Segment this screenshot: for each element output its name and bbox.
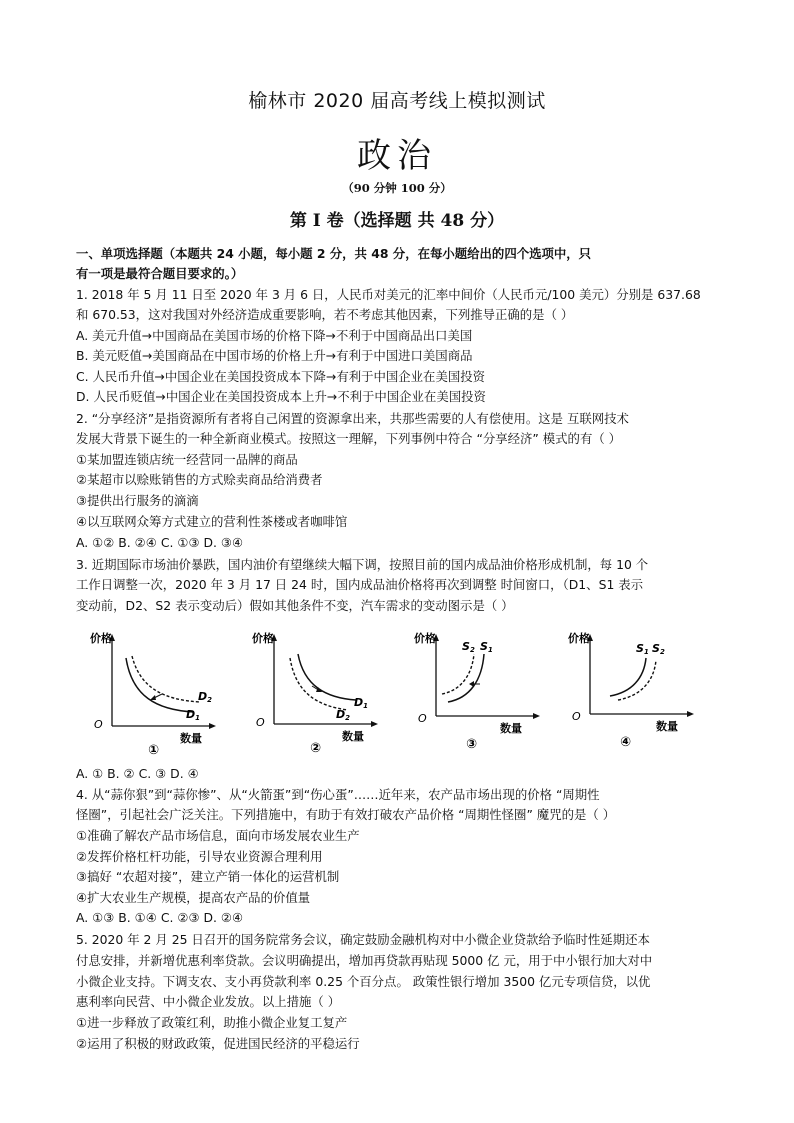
q1-option-c: C. 人民币升值→中国企业在美国投资成本下降→有利于中国企业在美国投资: [76, 369, 486, 384]
graph-3: [414, 628, 544, 758]
q4-answer-options: A. ①③ B. ①④ C. ②③ D. ②④: [76, 910, 244, 925]
graph-4-quantity-label: 数量: [656, 720, 678, 733]
q2-item-2: ②某超市以赊账销售的方式赊卖商品给消费者: [76, 472, 323, 487]
graph-1: [90, 628, 220, 758]
q3-graphs: [76, 628, 728, 758]
q1-stem-line-1: 1. 2018 年 5 月 11 日至 2020 年 3 月 6 日，人民币对美元的汇率中间价（人民币元/100 美元）分别是 637.68: [76, 287, 701, 302]
graph-3-price-label: 价格: [414, 632, 436, 645]
graph-3-s2-label: [462, 640, 475, 654]
q4-item-2: ②发挥价格杠杆功能，引导农业资源合理利用: [76, 849, 323, 864]
section-instruction-line-2: 有一项是最符合题目要求的。）: [76, 266, 244, 281]
graph-4-s2-letter: S: [652, 642, 660, 655]
q1-option-a: A. 美元升值→中国商品在美国市场的价格下降→不利于中国商品出口美国: [76, 328, 473, 343]
graph-2-number: ②: [310, 741, 322, 756]
graph-3-s1-letter: S: [480, 640, 488, 653]
q4-item-1: ①准确了解农产品市场信息，面向市场发展农业生产: [76, 828, 360, 843]
graph-3-origin: O: [418, 712, 427, 725]
graph-4-s2-label: [652, 642, 665, 656]
q2-answer-options: A. ①② B. ②④ C. ①③ D. ③④: [76, 535, 244, 550]
graph-1-d2-subscript: 2: [207, 696, 213, 704]
graph-3-curve-s2: [442, 654, 474, 694]
q3-stem-line-2: 工作日调整一次，2020 年 3 月 17 日 24 时，国内成品油价格将再次到调整 时间窗口，（D1、S1 表示: [76, 577, 644, 592]
q5-item-1: ①进一步释放了政策红利，助推小微企业复工复产: [76, 1015, 348, 1030]
graph-2-curve-d2: [290, 658, 348, 710]
graph-1-shift-arrowhead: [150, 695, 156, 700]
graph-3-s1-label: [480, 640, 493, 654]
graph-4-curve-s2: [618, 660, 656, 700]
graph-2-quantity-label: 数量: [342, 730, 364, 743]
graph-1-d1-letter: D: [186, 708, 196, 721]
graph-4-svg: [568, 628, 698, 758]
graph-1-number: ①: [148, 743, 160, 758]
graph-1-d1-subscript: 1: [195, 714, 201, 722]
q2-stem-line-1: 2. “分享经济”是指资源所有者将自己闲置的资源拿出来，共那些需要的人有偿使用。这是 互联网技术: [76, 411, 629, 426]
graph-2-d2-label: [336, 708, 350, 722]
graph-4-s2-subscript: 2: [659, 648, 665, 656]
q1-option-d: D. 人民币贬值→中国企业在美国投资成本上升→不利于中国企业在美国投资: [76, 389, 486, 404]
q3-stem-line-1: 3. 近期国际市场油价暴跌，国内油价有望继续大幅下调，按照目前的国内成品油价格形成机制，每 10 个: [76, 557, 649, 572]
q5-stem-line-3: 小微企业支持。下调支农、支小再贷款利率 0.25 个百分点。 政策性银行增加 3500 亿元专项信贷，以优: [76, 974, 651, 989]
graph-4-s1-subscript: 1: [643, 648, 649, 656]
graph-4-s1-label: [636, 642, 649, 656]
q1-option-b: B. 美元贬值→美国商品在中国市场的价格上升→有利于中国进口美国商品: [76, 348, 473, 363]
graph-2-d2-subscript: 2: [345, 714, 351, 722]
graph-2-origin: O: [256, 716, 265, 729]
q4-stem-line-2: 怪圈”，引起社会广泛关注。下列措施中，有助于有效打破农产品价格 “周期性怪圈” 魔咒的是（ ）: [76, 807, 616, 822]
graph-4-s1-letter: S: [636, 642, 644, 655]
graph-2-d1-subscript: 1: [363, 702, 369, 710]
graph-1-x-arrow: [209, 723, 216, 729]
graph-3-shift-arrowhead: [469, 681, 474, 687]
graph-4-curve-s1: [610, 658, 646, 696]
q5-stem-line-4: 惠利率向民营、中小微企业发放。以上措施（ ）: [76, 994, 341, 1009]
graph-2-d1-label: [354, 696, 368, 710]
graph-4-origin: O: [572, 710, 581, 723]
graph-3-s2-subscript: 2: [469, 646, 475, 654]
graph-3-x-arrow: [533, 713, 540, 719]
graph-4-price-label: 价格: [568, 632, 590, 645]
graph-2-x-arrow: [371, 721, 378, 727]
graph-4: [568, 628, 698, 758]
graph-1-d2-label: [198, 690, 212, 704]
exam-title: 榆林市 2020 届高考线上模拟测试: [248, 90, 546, 112]
q3-stem-line-3: 变动前，D2、S2 表示变动后）假如其他条件不变，汽车需求的变动图示是（ ）: [76, 598, 514, 613]
graph-3-s1-subscript: 1: [487, 646, 493, 654]
q1-stem-line-2: 和 670.53，这对我国对外经济造成重要影响，若不考虑其他因素，下列推导正确的是（ ）: [76, 307, 574, 322]
q5-item-2: ②运用了积极的财政政策，促进国民经济的平稳运行: [76, 1036, 360, 1051]
graph-1-curve-d1: [126, 658, 194, 712]
part-heading: 第 I 卷（选择题 共 48 分）: [289, 211, 505, 231]
q4-item-3: ③搞好 “农超对接”，建立产销一体化的运营机制: [76, 869, 340, 884]
graph-2-svg: [252, 628, 382, 758]
q5-stem-line-2: 付息安排，并新增优惠利率贷款。会议明确提出，增加再贷款再贴现 5000 亿 元，用于中小银行加大对中: [76, 953, 653, 968]
graph-1-d2-letter: D: [198, 690, 208, 703]
graph-3-number: ③: [466, 737, 478, 752]
q2-item-3: ③提供出行服务的滴滴: [76, 493, 199, 508]
graph-2-price-label: 价格: [252, 632, 274, 645]
graph-3-s2-letter: S: [462, 640, 470, 653]
graph-1-curve-d2: [132, 656, 200, 702]
q2-item-1: ①某加盟连锁店统一经营同一品牌的商品: [76, 452, 298, 467]
q5-stem-line-1: 5. 2020 年 2 月 25 日召开的国务院常务会议，确定鼓励金融机构对中小微企业贷款给予临时性延期还本: [76, 932, 650, 947]
graph-2-d2-letter: D: [336, 708, 346, 721]
q2-stem-line-2: 发展大背景下诞生的一种全新商业模式。按照这一理解，下列事例中符合 “分享经济” 模式的有（ ）: [76, 431, 622, 446]
graph-3-svg: [414, 628, 544, 758]
q4-stem-line-1: 4. 从“蒜你狠”到“蒜你惨”、从“火箭蛋”到“伤心蛋”……近年来，农产品市场出现的价格 “周期性: [76, 787, 600, 802]
graph-1-origin: O: [94, 718, 103, 731]
graph-2: [252, 628, 382, 758]
graph-1-d1-label: [186, 708, 200, 722]
graph-2-d1-letter: D: [354, 696, 364, 709]
graph-4-x-arrow: [687, 711, 694, 717]
graph-4-number: ④: [620, 735, 632, 750]
graph-1-svg: [90, 628, 220, 758]
q2-item-4: ④以互联网众筹方式建立的营利性茶楼或者咖啡馆: [76, 514, 348, 529]
section-instruction-line-1: 一、单项选择题（本题共 24 小题，每小题 2 分，共 48 分，在每小题给出的四个选项中，只: [76, 246, 592, 261]
graph-2-curve-d1: [298, 654, 356, 700]
q3-answer-options: A. ① B. ② C. ③ D. ④: [76, 766, 199, 781]
duration-note: （90 分钟 100 分）: [342, 181, 452, 195]
graph-3-quantity-label: 数量: [500, 722, 522, 735]
q4-item-4: ④扩大农业生产规模，提高农产品的价值量: [76, 890, 311, 905]
graph-1-quantity-label: 数量: [180, 732, 202, 745]
graph-1-price-label: 价格: [90, 632, 112, 645]
graph-3-curve-s1: [448, 654, 484, 702]
subject-heading: 政治: [357, 136, 437, 176]
